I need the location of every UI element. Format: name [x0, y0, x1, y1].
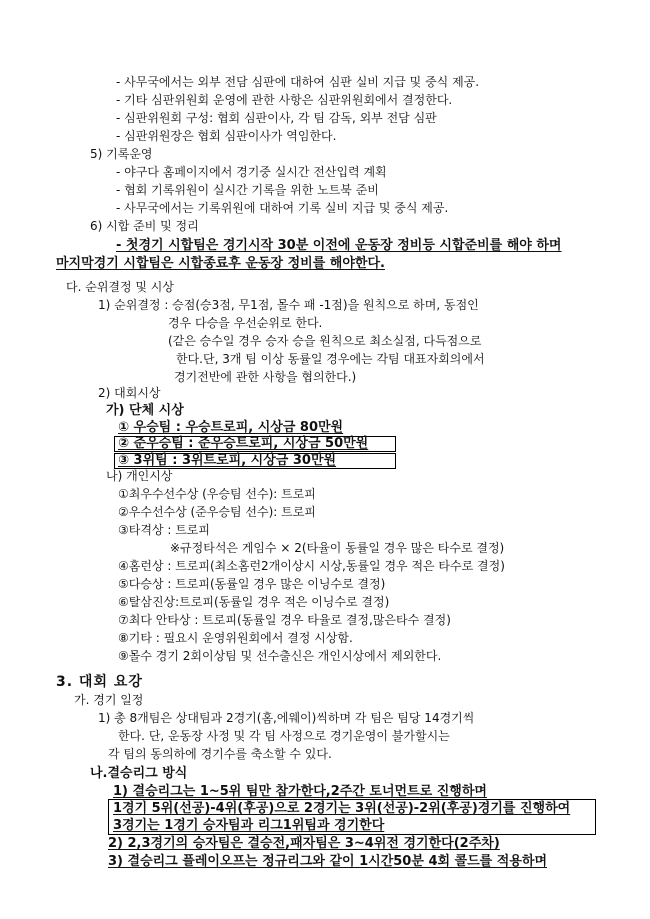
text-line: - 심판위원장은 협회 심판이사가 역임한다. [116, 129, 337, 143]
text-line: - 심판위원회 구성: 협회 심판이사, 각 팀 감독, 외부 전담 심판 [116, 111, 437, 125]
section-heading: 나.결승리그 방식 [90, 766, 188, 781]
text-line: - 사무국에서는 기록위원에 대하여 기록 실비 지급 및 중식 제공. [116, 201, 449, 215]
text-line: 1) 총 8개팀은 상대팀과 2경기(홈,에웨이)씩하며 각 팀은 팀당 14경기씩 [98, 711, 475, 725]
emphasized-line: 2) 2,3경기의 승자팀은 결승전,패자팀은 3~4위전 경기한다(2주차) [108, 836, 500, 851]
text-line: 한다.단, 3개 팀 이상 동률일 경우에는 각팀 대표자회의에서 [176, 352, 485, 366]
emphasized-line: 1경기 5위(선공)-4위(후공)으로 2경기는 3위(선공)-2위(후공)경기를 진행하여 [113, 801, 571, 816]
text-line: ⑥탈삼진상:트로피(동률일 경우 적은 이닝수로 결정) [118, 595, 390, 609]
text-line: - 사무국에서는 외부 전담 심판에 대하여 심판 실비 지급 및 중식 제공. [116, 75, 480, 89]
emphasized-line: 마지막경기 시합팀은 시합종료후 운동장 정비를 해야한다. [56, 256, 385, 271]
text-line: 각 팀의 동의하에 경기수를 축소할 수 있다. [108, 747, 332, 761]
text-line: ①최우수선수상 (우승팀 선수): 트로피 [118, 487, 316, 501]
emphasized-line: 3경기는 1경기 승자팀과 리그1위팀과 경기한다 [113, 818, 385, 833]
text-line: ③타격상 : 트로피 [118, 523, 210, 537]
text-line: ⑧기타 : 필요시 운영위원회에서 결정 시상함. [118, 631, 353, 645]
award-line: ③ 3위팀 : 3위트로피, 시상금 30만원 [118, 453, 337, 468]
section-heading: 2) 대회시상 [98, 386, 161, 400]
text-line: - 협회 기록위원이 실시간 기록을 위한 노트북 준비 [116, 183, 379, 197]
emphasized-line: 3) 결승리그 플레이오프는 정규리그와 같이 1시간50분 4회 콜드를 적용하며 [108, 854, 547, 869]
emphasized-line: 1) 결승리그는 1~5위 팀만 참가한다,2주간 토너먼트로 진행하며 [113, 784, 487, 799]
text-line: ⑦최다 안타상 : 트로피(동률일 경우 타율로 결정,많은타수 결정) [118, 613, 451, 627]
section-heading: 6) 시합 준비 및 정리 [90, 219, 199, 233]
text-line: 1) 순위결정 : 승점(승3점, 무1점, 몰수 패 -1점)을 원칙으로 하며, 동점인 [98, 298, 479, 312]
text-line: - 야구다 홈페이지에서 경기중 실시간 전산입력 계획 [116, 165, 387, 179]
text-line: ⑤다승상 : 트로피(동률일 경우 많은 이닝수로 결정) [118, 577, 386, 591]
subsection-heading: 가) 단체 시상 [106, 403, 184, 418]
subsection-heading: 나) 개인시상 [106, 469, 173, 483]
award-line: ② 준우승팀 : 준우승트로피, 시상금 50만원 [118, 436, 369, 451]
chapter-heading: 3. 대회 요강 [56, 674, 143, 690]
text-line: 한다. 단, 운동장 사정 및 각 팀 사정으로 경기운영이 불가할시는 [118, 729, 450, 743]
text-line: ⑨몰수 경기 2회이상팀 및 선수출신은 개인시상에서 제외한다. [118, 649, 442, 663]
text-line: (같은 승수일 경우 승자 승을 원칙으로 최소실점, 다득점으로 [168, 334, 482, 348]
section-heading: 가. 경기 일정 [74, 693, 144, 707]
text-line: 경우 다승을 우선순위로 한다. [168, 316, 323, 330]
emphasized-line: - 첫경기 시합팀은 경기시작 30분 이전에 운동장 정비등 시합준비를 해야 하며 [116, 238, 562, 253]
text-line: ④홈런상 : 트로피(최소홈런2개이상시 시상,동률일 경우 적은 타수로 결정) [118, 559, 505, 573]
text-line: - 기타 심판위원회 운영에 관한 사항은 심판위원회에서 결정한다. [116, 93, 453, 107]
text-line: 경기전반에 관한 사항을 협의한다.) [174, 370, 357, 384]
section-heading: 5) 기록운영 [90, 147, 153, 161]
text-line: ※규정타석은 게임수 × 2(타율이 동률일 경우 많은 타수로 결정) [170, 541, 505, 555]
section-heading: 다. 순위결정 및 시상 [66, 280, 174, 294]
award-line: ① 우승팀 : 우승트로피, 시상금 80만원 [118, 420, 344, 435]
text-line: ②우수선수상 (준우승팀 선수): 트로피 [118, 505, 316, 519]
